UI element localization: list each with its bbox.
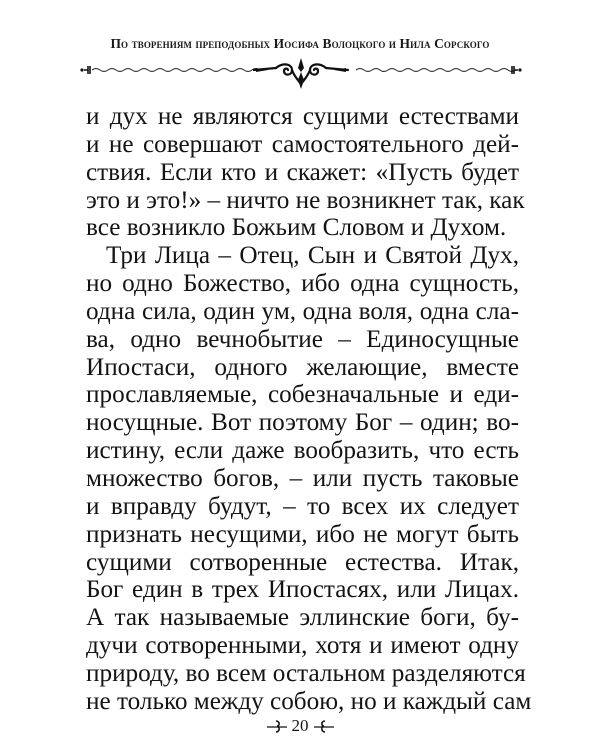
text-line: носущные. Вот поэтому Бог – один; во- xyxy=(86,409,519,437)
paragraph xyxy=(86,242,532,715)
text-line: одна сила, один ум, одна воля, одна сла- xyxy=(86,297,519,325)
text-line: и не совершают самостоятельного дей- xyxy=(86,130,519,158)
fleuron-icon xyxy=(266,718,288,734)
running-title: По творениям преподобных Иосифа Волоцкого и Нила Сорского xyxy=(110,36,490,51)
text-line: это и это!» – ничто не возникнет так, как xyxy=(86,186,525,214)
text-line: природу, во всем остальном разделяются xyxy=(86,659,526,687)
body-text xyxy=(86,103,532,716)
text-line: и дух не являются сущими естествами xyxy=(86,103,519,130)
text-line: Три Лица – Отец, Сын и Святой Дух, xyxy=(106,242,519,270)
text-line: А так называемые эллинские боги, бу- xyxy=(86,604,519,632)
flourish-divider-icon xyxy=(78,58,524,90)
page-number: 20 xyxy=(291,716,309,735)
text-line: Бог един в трех Ипостасях, или Лицах. xyxy=(86,576,519,604)
text-line: признать несущими, ибо не могут быть xyxy=(86,520,519,548)
page-footer xyxy=(0,716,600,736)
text-line: и вправду будут, – то всех их следует xyxy=(86,492,519,520)
text-line: ствия. Если кто и скажет: «Пусть будет xyxy=(86,158,519,186)
text-line: не только между собою, но и каждый сам xyxy=(86,687,532,715)
paragraph xyxy=(86,103,525,242)
text-line: дучи сотворенными, хотя и имеют одну xyxy=(86,632,519,660)
fleuron-icon xyxy=(313,718,335,734)
text-line: но одно Божество, ибо одна сущность, xyxy=(86,270,519,298)
text-line: множество богов, – или пусть таковые xyxy=(86,464,519,492)
text-line: прославляемые, собезначальные и еди- xyxy=(86,381,519,409)
text-line: Ипостаси, одного желающие, вместе xyxy=(86,353,519,381)
text-line: истину, если даже вообразить, что есть xyxy=(86,437,519,465)
text-line: все возникло Божьим Словом и Духом. xyxy=(86,214,507,242)
text-line: ва, одно вечнобытие – Единосущные xyxy=(86,325,519,353)
text-line: сущими сотворенные естества. Итак, xyxy=(86,548,519,576)
